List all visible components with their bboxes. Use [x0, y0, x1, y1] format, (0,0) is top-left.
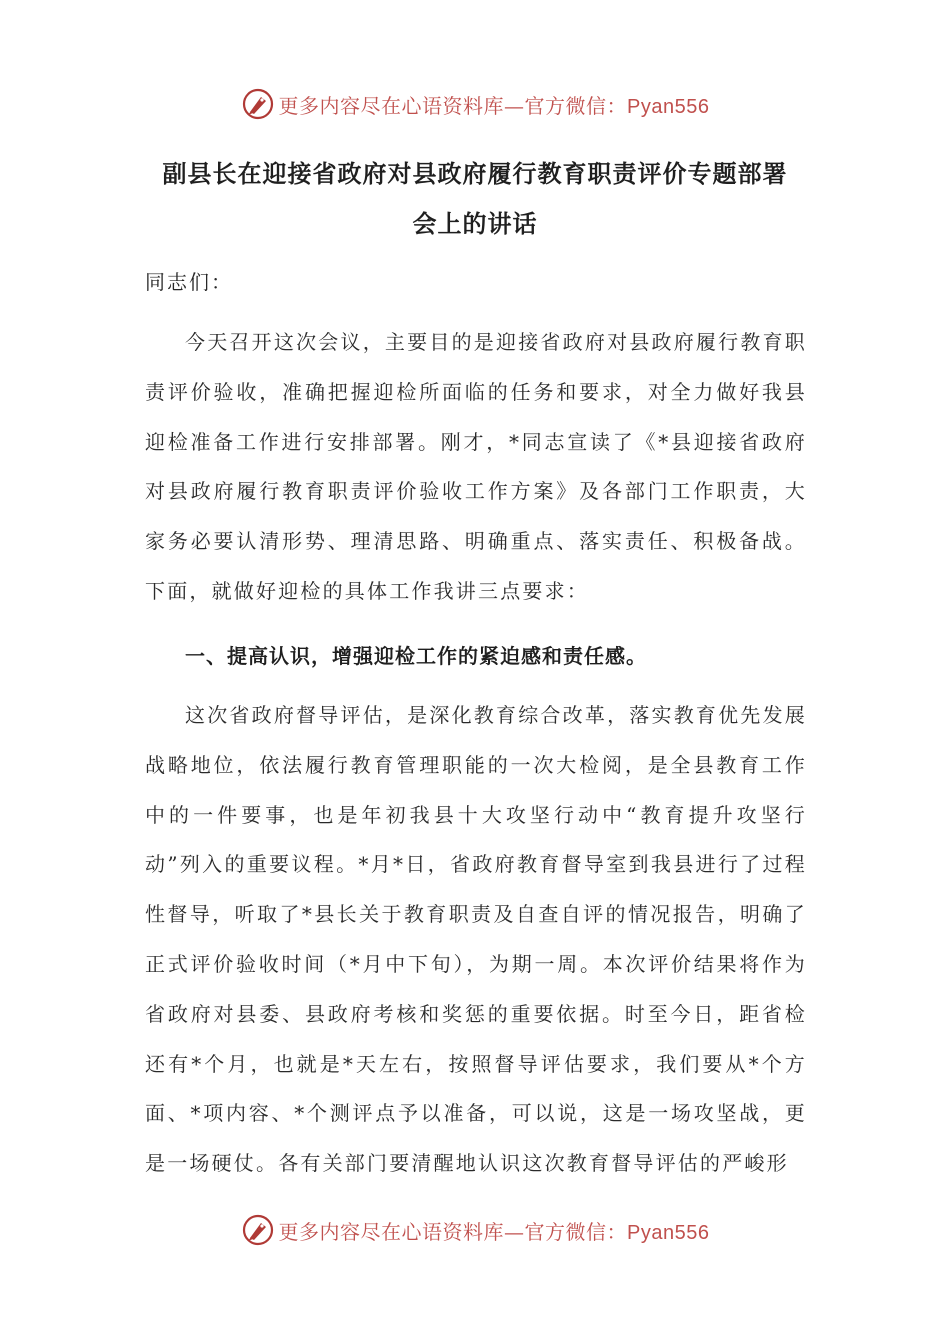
watermark-text: 更多内容尽在心语资料库—官方微信：Pyan556: [278, 93, 710, 118]
document-title-line-2: 会上的讲话: [412, 210, 538, 238]
salutation: 同志们：: [145, 270, 233, 294]
section-heading-1: 一、提高认识，增强迎检工作的紧迫感和责任感。: [185, 644, 647, 668]
watermark-handle: Pyan556: [627, 95, 710, 118]
watermark-banner-bottom: [0, 1210, 950, 1250]
pen-nib-circle-icon: [241, 1213, 275, 1247]
watermark-text: 更多内容尽在心语资料库—官方微信：Pyan556: [278, 1219, 710, 1244]
body-paragraph-1: 今天召开这次会议，主要目的是迎接省政府对县政府履行教育职责评价验收，准确把握迎检所面临的任务和要求，对全力做好我县迎检准备工作进行安排部署。刚才，*同志宣读了《*县迎接省政府对县政府履行教育职责评价验收工作方案》及各部门工作职责，大家务必要认清形势、理清思路、明确重点、落实责任、积极备战。下面，就做好迎检的具体工作我讲三点要求：: [145, 330, 807, 603]
document-title-line-1: 副县长在迎接省政府对县政府履行教育职责评价专题部署: [162, 160, 788, 188]
watermark-handle: Pyan556: [627, 1221, 710, 1244]
pen-nib-circle-icon: [241, 87, 275, 121]
body-paragraph-2: 这次省政府督导评估，是深化教育综合改革，落实教育优先发展战略地位，依法履行教育管理职能的一次大检阅，是全县教育工作中的一件要事，也是年初我县十大攻坚行动中“教育提升攻坚行动”列入的重要议程。*月*日，省政府教育督导室到我县进行了过程性督导，听取了*县长关于教育职责及自查自评的情况报告，明确了正式评价验收时间（*月中下旬），为期一周。本次评价结果将作为省政府对县委、县政府考核和奖惩的重要依据。时至今日，距省检还有*个月，也就是*天左右，按照督导评估要求，我们要从*个方面、*项内容、*个测评点予以准备，可以说，这是一场攻坚战，更是一场硬仗。各有关部门要清醒地认识这次教育督导评估的严峻形: [145, 703, 807, 1176]
watermark-banner-top: [0, 84, 950, 124]
